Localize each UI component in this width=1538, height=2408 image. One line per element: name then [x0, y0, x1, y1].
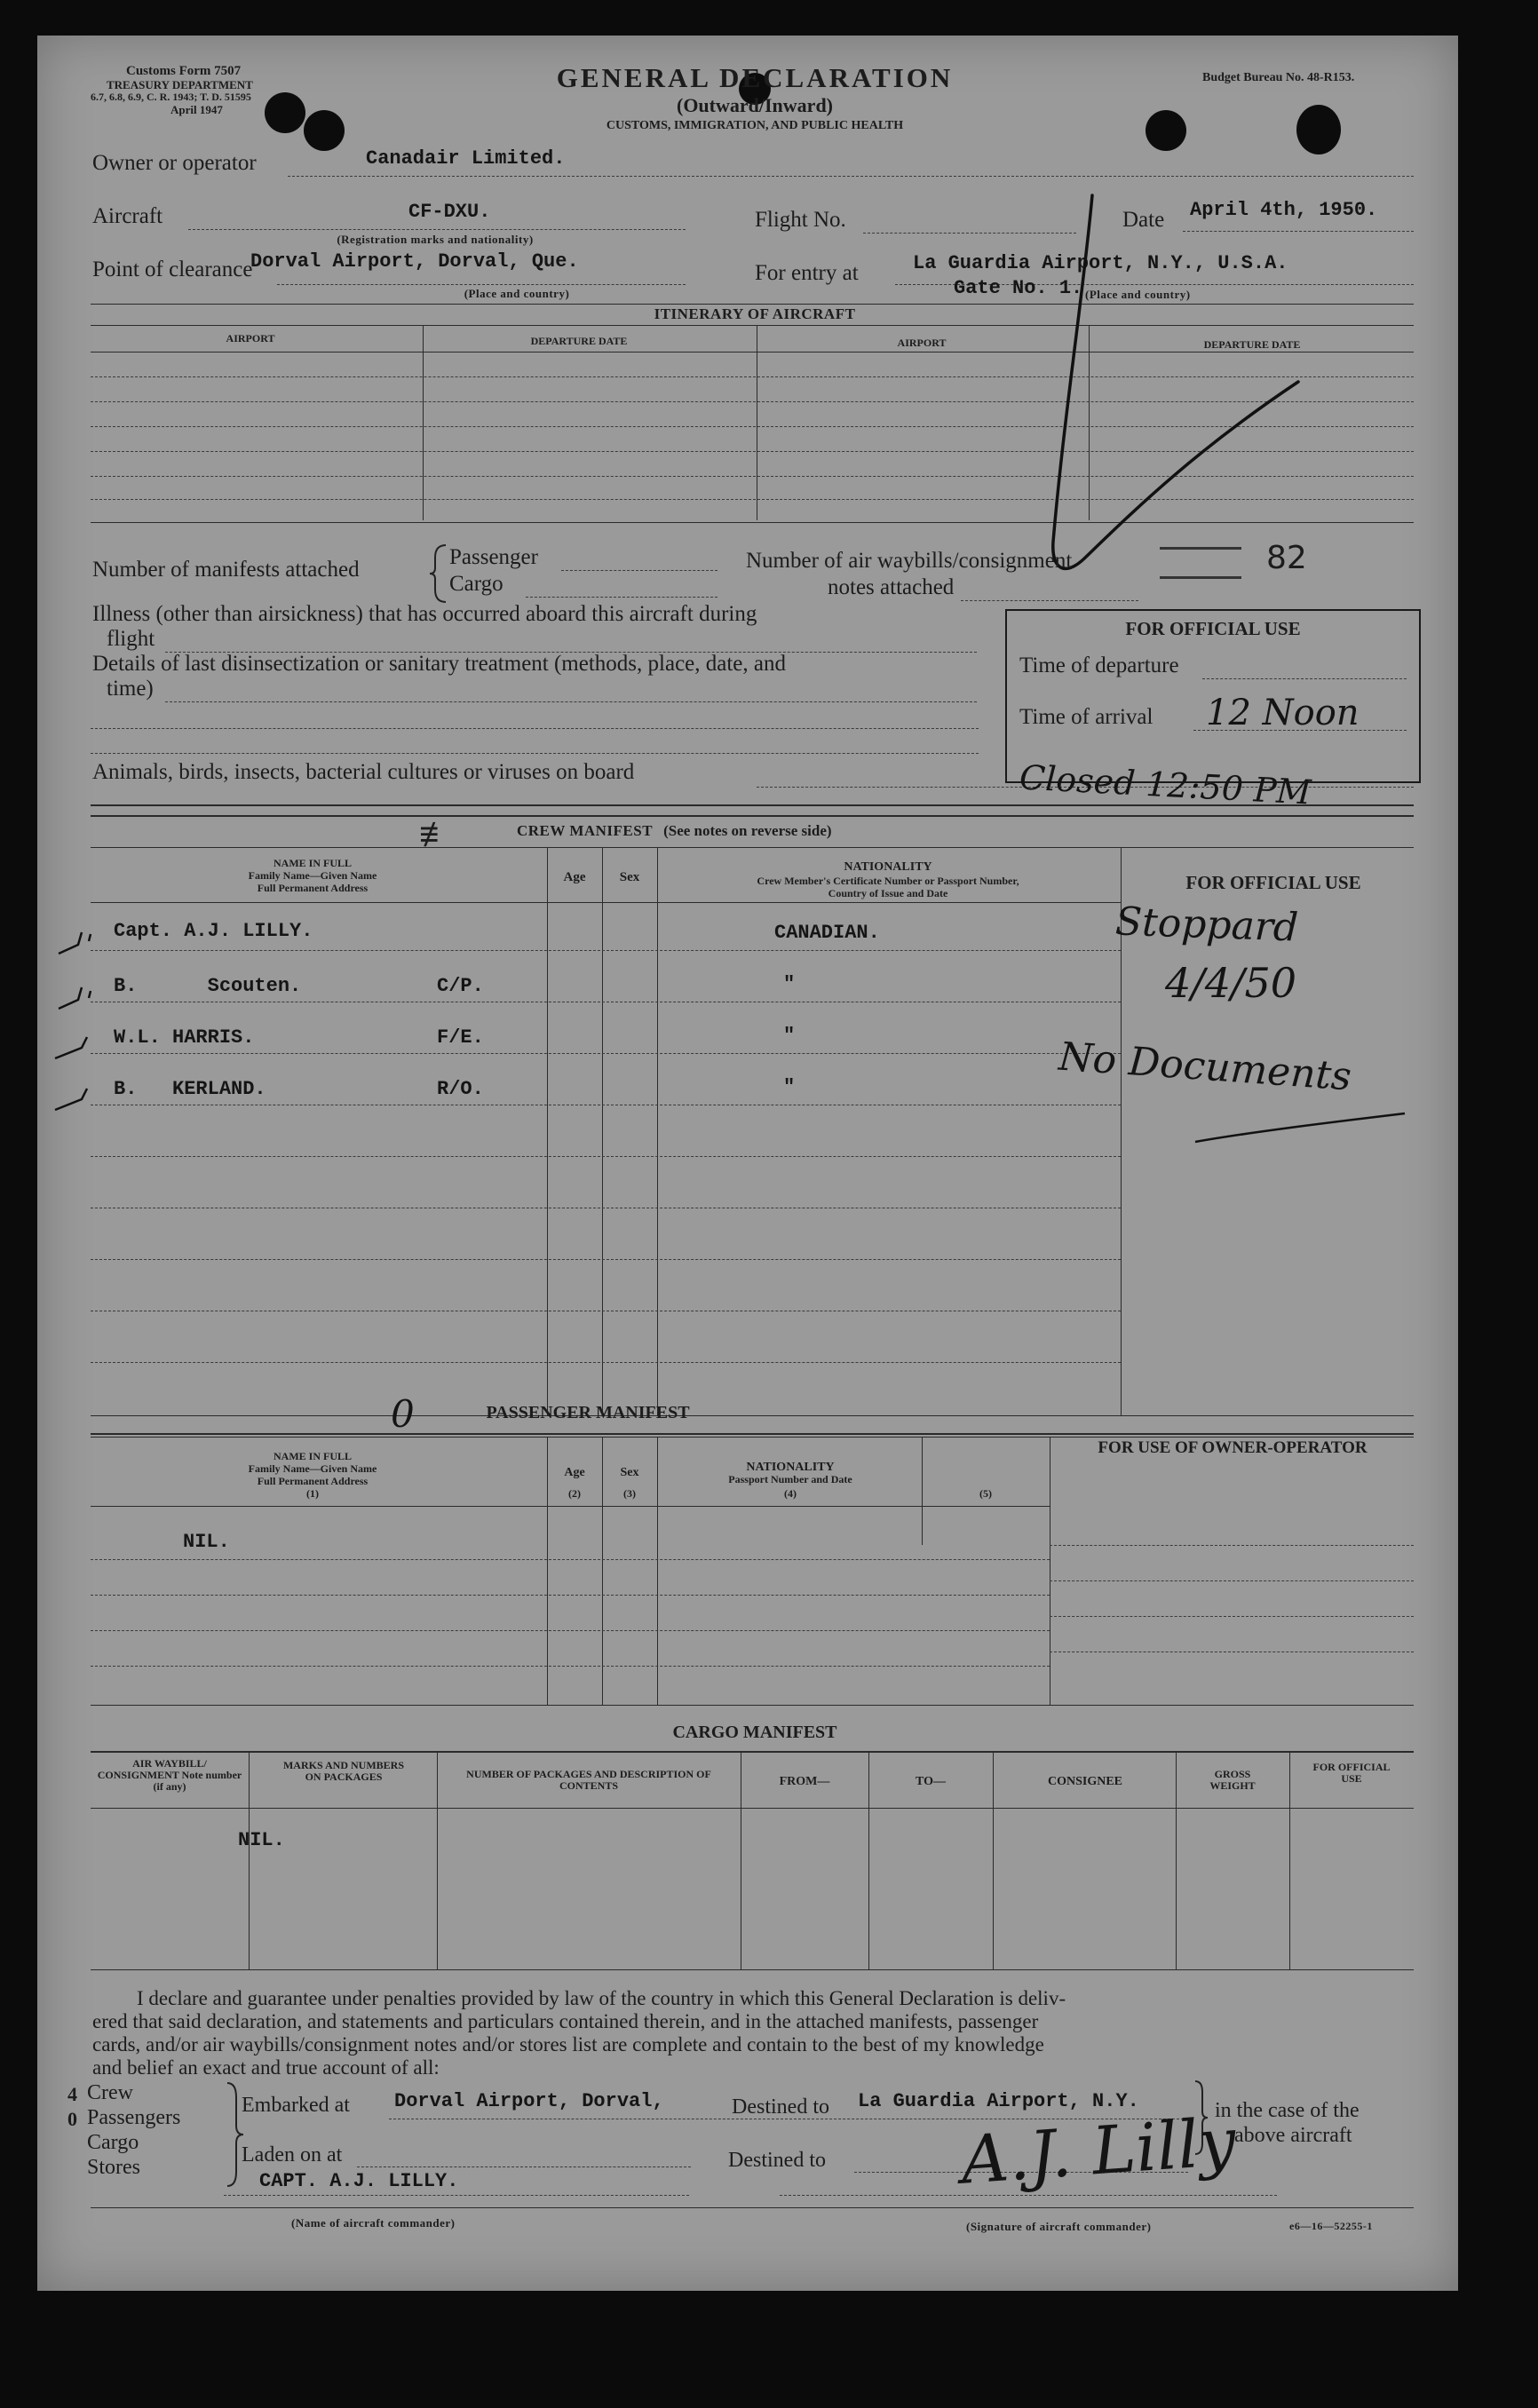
crew-col-nat: NATIONALITY — [844, 860, 932, 874]
destined-value: La Guardia Airport, N.Y. — [858, 2090, 1139, 2112]
cargo-col-to: TO— — [916, 1775, 946, 1788]
pass-col-nat: NATIONALITY — [746, 1461, 835, 1474]
itinerary-col-airport-1: AIRPORT — [226, 332, 275, 345]
aircraft-value: CF-DXU. — [408, 201, 491, 223]
punch-hole-left-2 — [304, 110, 345, 151]
embarked-value: Dorval Airport, Dorval, — [394, 2090, 664, 2112]
pass-col-num-1: (1) — [306, 1487, 319, 1500]
pass-col-num-2: (2) — [568, 1487, 581, 1500]
crew-official-note-3: No Documents — [1057, 1034, 1353, 1100]
arrival-label: Time of arrival — [1019, 705, 1154, 729]
crew-col-sex: Sex — [619, 870, 640, 884]
crew-row-2-nationality: " — [783, 973, 796, 995]
crew-row-2-role: C/P. — [437, 975, 484, 997]
crew-row-4-role: R/O. — [437, 1078, 484, 1100]
entry-label: For entry at — [755, 261, 859, 285]
flight-label: Flight No. — [755, 208, 846, 232]
crew-label: Crew — [87, 2081, 133, 2104]
crew-official-note-1: Stoppard — [1114, 899, 1299, 951]
punch-hole-right-1 — [1146, 110, 1186, 151]
pass-col-owner: FOR USE OF OWNER-OPERATOR — [1098, 1438, 1368, 1457]
waybills-label-2: notes attached — [828, 575, 955, 599]
illness-label-2: flight — [107, 627, 155, 651]
form-number: Customs Form 7507 — [126, 64, 242, 78]
crew-row-3-role: F/E. — [437, 1026, 484, 1049]
punch-hole-left-1 — [265, 92, 305, 133]
passenger-label: Passenger — [449, 545, 538, 569]
check-marks — [46, 923, 117, 1119]
crew-col-name-3: Full Permanent Address — [257, 882, 369, 894]
illness-label: Illness (other than airsickness) that has occurred aboard this aircraft during — [92, 602, 757, 626]
date-value: April 4th, 1950. — [1190, 199, 1378, 221]
cargo-col-packages: NUMBER OF PACKAGES AND DESCRIPTION OF CONTENTS — [466, 1768, 711, 1792]
itinerary-col-airport-2: AIRPORT — [897, 337, 947, 349]
pass-col-name-3: Full Permanent Address — [257, 1475, 369, 1487]
crew-col-name-2: Family Name—Given Name — [248, 869, 377, 882]
in-case-label: in the case of the — [1215, 2099, 1360, 2122]
pass-col-sex: Sex — [620, 1466, 639, 1479]
department: TREASURY DEPARTMENT — [107, 78, 253, 91]
page-subtitle: (Outward/Inward) — [676, 94, 834, 116]
declaration-form — [37, 36, 1458, 2291]
crew-row-4-name: B. KERLAND. — [114, 1078, 266, 1100]
owner-label: Owner or operator — [92, 151, 257, 175]
declaration-line-1: I declare and guarantee under penalties provided by law of the country in which this General Declaration is deliv- — [137, 1987, 1066, 2009]
cargo-col-consignee: CONSIGNEE — [1047, 1775, 1123, 1788]
clearance-note: (Place and country) — [464, 287, 570, 300]
cargo-col-from: FROM— — [779, 1775, 830, 1788]
clearance-value: Dorval Airport, Dorval, Que. — [250, 250, 579, 273]
official-box-title: FOR OFFICIAL USE — [1125, 618, 1301, 639]
declaration-line-2: ered that said declaration, and statements and particulars contained therein, and in the attached manifests, passenger — [92, 2010, 1039, 2032]
itinerary-col-departure-2: DEPARTURE DATE — [1203, 338, 1301, 351]
crew-row-1-nationality: CANADIAN. — [774, 922, 880, 944]
crew-title-note: (See notes on reverse side) — [663, 822, 832, 839]
commander-signature: A.J. Lilly — [958, 2103, 1239, 2199]
declaration-line-4: and belief an exact and true account of all: — [92, 2056, 440, 2079]
crew-row-3-name: W.L. HARRIS. — [114, 1026, 255, 1049]
cargo-col-waybill: AIR WAYBILL/ CONSIGNMENT Note number (if any) — [97, 1757, 242, 1793]
crew-col-nat-2: Crew Member's Certificate Number or Passport Number, — [757, 875, 1019, 887]
commander-signature-note: (Signature of aircraft commander) — [966, 2220, 1152, 2233]
crew-count: 4 — [67, 2083, 77, 2105]
entry-gate: Gate No. 1. — [954, 277, 1083, 299]
commander-name-note: (Name of aircraft commander) — [291, 2216, 456, 2230]
crew-row-4-nationality: " — [783, 1076, 796, 1098]
crew-official-underline — [1192, 1106, 1423, 1160]
cargo-title: CARGO MANIFEST — [672, 1723, 837, 1742]
agencies: CUSTOMS, IMMIGRATION, AND PUBLIC HEALTH — [606, 119, 904, 132]
stores-label: Stores — [87, 2156, 140, 2179]
pass-col-age: Age — [564, 1466, 585, 1479]
entry-value: La Guardia Airport, N.Y., U.S.A. — [913, 252, 1288, 274]
cargo-value: NIL. — [238, 1829, 285, 1851]
punch-hole-right-2 — [1296, 105, 1341, 154]
waybills-value: 82 — [1266, 540, 1307, 576]
crew-row-1-name: Capt. A.J. LILLY. — [114, 920, 313, 942]
crew-row-3-nationality: " — [783, 1025, 796, 1047]
brace — [428, 543, 449, 604]
form-date: April 1947 — [170, 103, 223, 116]
pass-col-num-5: (5) — [979, 1487, 992, 1500]
destined-label: Destined to — [732, 2095, 829, 2119]
departure-label: Time of departure — [1019, 653, 1179, 677]
commander-name-value: CAPT. A.J. LILLY. — [259, 2170, 459, 2192]
passenger-title: PASSENGER MANIFEST — [486, 1403, 690, 1422]
cargo-col-official: FOR OFFICIAL USE — [1312, 1761, 1391, 1785]
above-aircraft-label: above aircraft — [1234, 2124, 1352, 2147]
laden-label: Laden on at — [242, 2143, 343, 2166]
cargo-decl-label: Cargo — [87, 2131, 139, 2154]
cargo-label: Cargo — [449, 572, 503, 596]
passenger-count-mark: 0 — [391, 1392, 415, 1436]
waybills-strike — [1160, 547, 1241, 579]
manifests-label: Number of manifests attached — [92, 558, 360, 582]
aircraft-note: (Registration marks and nationality) — [337, 233, 534, 246]
page-title: GENERAL DECLARATION — [556, 62, 954, 93]
animals-label: Animals, birds, insects, bacterial cultures or viruses on board — [92, 760, 635, 784]
itinerary-col-departure-1: DEPARTURE DATE — [530, 335, 628, 347]
regulations: 6.7, 6.8, 6.9, C. R. 1943; T. D. 51595 — [91, 91, 251, 103]
crew-row-2-name: B. Scouten. — [114, 975, 302, 997]
disinsect-label: Details of last disinsectization or sanitary treatment (methods, place, date, and — [92, 652, 786, 676]
crew-official-note-2: 4/4/50 — [1165, 959, 1297, 1007]
crew-title-row — [517, 822, 832, 840]
itinerary-title: ITINERARY OF AIRCRAFT — [654, 305, 856, 322]
closed-value: Closed 12:50 PM — [1019, 757, 1312, 812]
pass-col-name: NAME IN FULL — [273, 1450, 353, 1462]
pass-col-num-3: (3) — [623, 1487, 636, 1500]
crew-col-name: NAME IN FULL — [273, 857, 353, 869]
pen-strike-mark — [979, 186, 1316, 595]
official-use-box — [1005, 609, 1421, 783]
passengers-label: Passengers — [87, 2106, 181, 2129]
pass-col-nat-2: Passport Number and Date — [728, 1473, 852, 1485]
destined-label-2: Destined to — [728, 2149, 826, 2172]
print-code: e6—16—52255-1 — [1289, 2220, 1373, 2232]
cargo-col-weight: GROSS WEIGHT — [1209, 1768, 1256, 1792]
waybills-label: Number of air waybills/consignment — [746, 549, 1073, 573]
declaration-line-3: cards, and/or air waybills/consignment notes and/or stores list are complete and contain to the best of my knowledge — [92, 2033, 1044, 2056]
crew-col-age: Age — [563, 870, 586, 884]
pass-col-name-2: Family Name—Given Name — [248, 1462, 377, 1475]
cargo-col-marks: MARKS AND NUMBERS ON PACKAGES — [282, 1759, 404, 1783]
budget-bureau: Budget Bureau No. 48-R153. — [1202, 71, 1355, 84]
crew-title: CREW MANIFEST — [517, 822, 654, 839]
arrival-value: 12 Noon — [1206, 693, 1360, 733]
crew-mark: ≢ — [419, 814, 455, 854]
passenger-value: NIL. — [183, 1531, 230, 1553]
disinsect-label-2: time) — [107, 677, 154, 701]
entry-note: (Place and country) — [1085, 288, 1191, 301]
passenger-count: 0 — [67, 2108, 77, 2130]
embarked-label: Embarked at — [242, 2094, 350, 2117]
date-label: Date — [1122, 208, 1165, 232]
crew-col-nat-3: Country of Issue and Date — [828, 887, 948, 899]
owner-value: Canadair Limited. — [366, 147, 566, 170]
pass-col-num-4: (4) — [784, 1487, 797, 1500]
crew-col-official: FOR OFFICIAL USE — [1185, 872, 1361, 893]
clearance-label: Point of clearance — [92, 257, 253, 281]
aircraft-label: Aircraft — [92, 204, 163, 228]
